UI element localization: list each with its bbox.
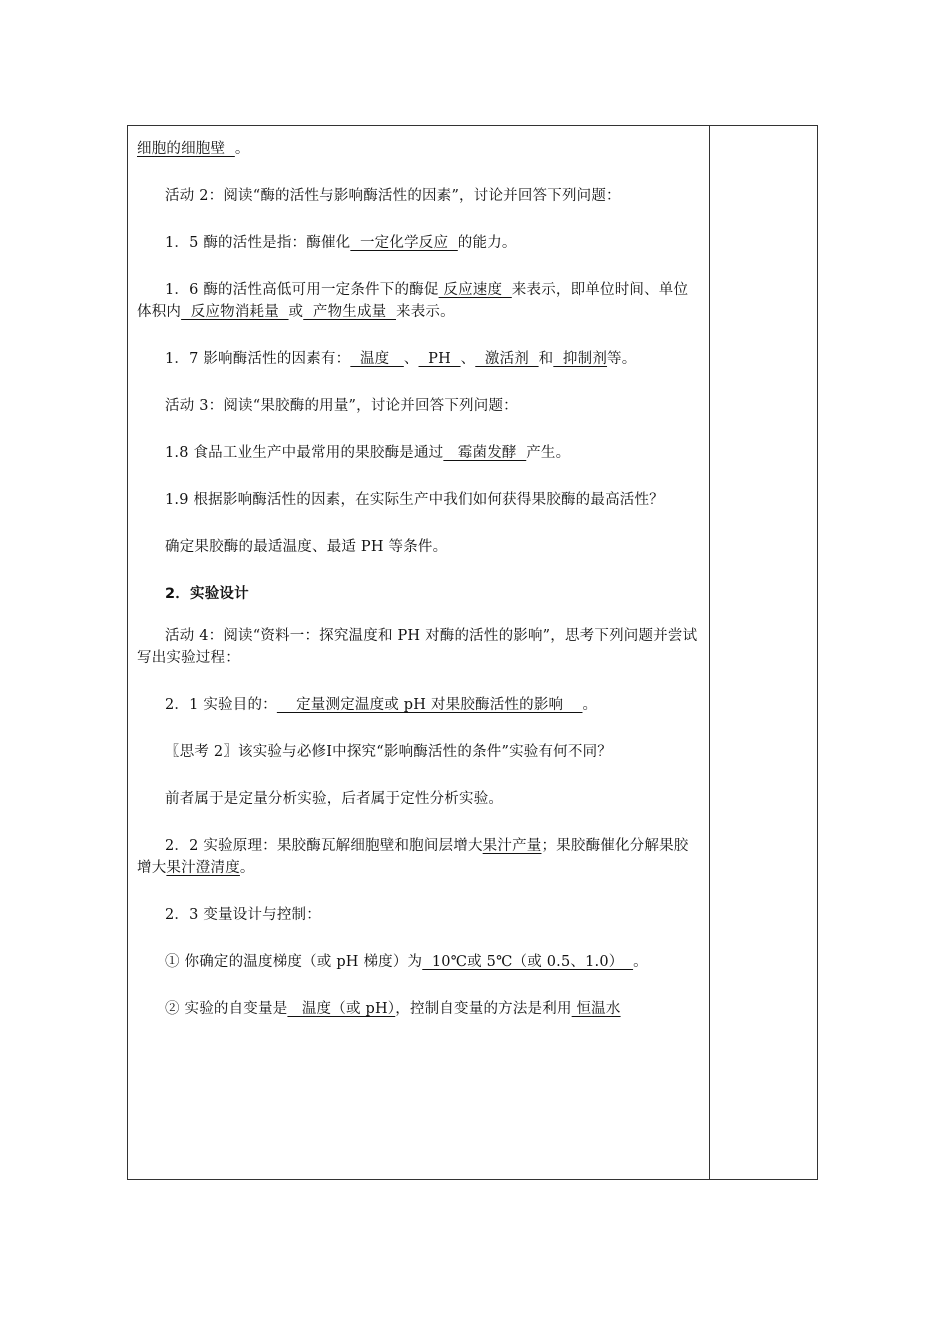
activity-4-heading: 活动 4：阅读“资料一：探究温度和 PH 对酶的活性的影响”，思考下列问题并尝试写出实验过程： bbox=[137, 628, 698, 666]
q-2-1: 2．1 实验目的： 定量测定温度或 pH 对果胶酶活性的影响 。 bbox=[165, 697, 598, 713]
activity-3-heading: 活动 3：阅读“果胶酶的用量”，讨论并回答下列问题： bbox=[165, 398, 518, 414]
activity-2-heading: 活动 2：阅读“酶的活性与影响酶活性的因素”，讨论并回答下列问题： bbox=[165, 188, 621, 204]
answer-think-2: 前者属于是定量分析实验，后者属于定性分析实验。 bbox=[165, 791, 504, 807]
main-cell bbox=[137, 138, 701, 1020]
q-2-2: 2．2 实验原理：果胶酶瓦解细胞壁和胞间层增大果汁产量；果胶酶催化分解果胶增大果汁澄清度。 bbox=[137, 838, 689, 876]
item-2: ② 实验的自变量是 温度（或 pH），控制自变量的方法是利用 恒温水 bbox=[165, 1001, 621, 1017]
q-2-3: 2．3 变量设计与控制： bbox=[165, 907, 321, 923]
content-table bbox=[127, 125, 818, 1180]
q-1-7: 1．7 影响酶活性的因素有： 温度 、 PH 、 激活剂 和 抑制剂等。 bbox=[165, 351, 637, 367]
line-1: 细胞的细胞壁 。 bbox=[137, 141, 250, 157]
q-1-8: 1.8 食品工业生产中最常用的果胶酶是通过 霉菌发酵 产生。 bbox=[165, 445, 571, 461]
q-1-5: 1．5 酶的活性是指：酶催化 一定化学反应 的能力。 bbox=[165, 235, 517, 251]
q-1-6: 1．6 酶的活性高低可用一定条件下的酶促 反应速度 来表示，即单位时间、单位体积内 反应物消耗量 或 产物生成量 来表示。 bbox=[137, 282, 689, 320]
section-2-heading: 2．实验设计 bbox=[165, 586, 249, 602]
answer-1-9: 确定果胶酶的最适温度、最适 PH 等条件。 bbox=[165, 539, 448, 555]
column-divider bbox=[709, 126, 710, 1179]
think-2: 〖思考 2〗该实验与必修Ⅰ中探究“影响酶活性的条件”实验有何不同？ bbox=[165, 744, 612, 760]
item-1: ① 你确定的温度梯度（或 pH 梯度）为 10℃或 5℃（或 0.5、1.0） 。 bbox=[165, 954, 648, 970]
q-1-9: 1.9 根据影响酶活性的因素，在实际生产中我们如何获得果胶酶的最高活性？ bbox=[165, 492, 664, 508]
